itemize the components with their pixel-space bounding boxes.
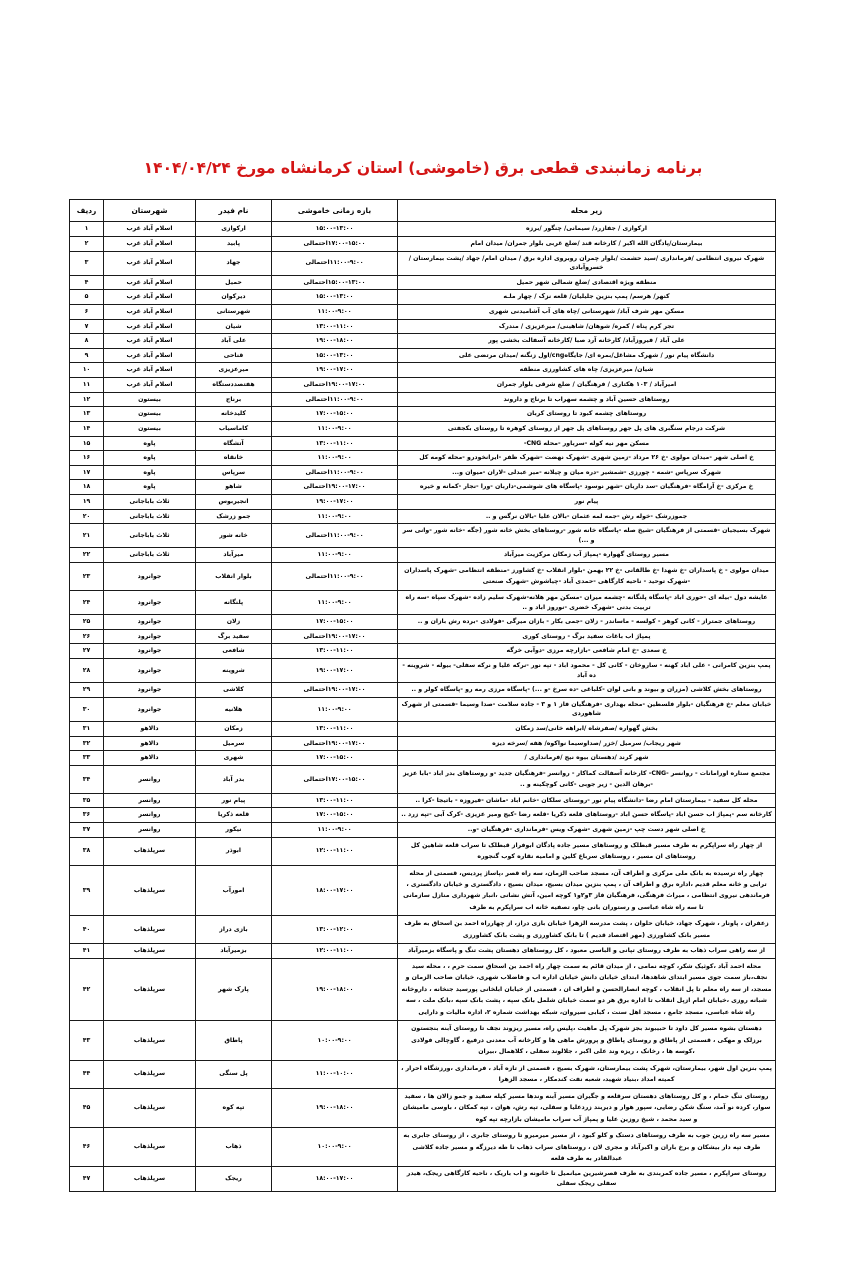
cell-outage-time: ۱۹:۰۰-۱۷:۰۰ (272, 494, 398, 509)
cell-zir-mahale: تجر کرم پناه / کمره/ شوهان/ شاهینی/ میرعزیزی / مندرک (398, 319, 776, 334)
cell-feeder-name: بدر آباد (196, 765, 272, 793)
table-header-row (70, 199, 776, 221)
table-row (70, 251, 776, 275)
cell-feeder-name: جمو زرشک (196, 509, 272, 524)
table-row (70, 480, 776, 495)
cell-feeder-name: زلان (196, 615, 272, 630)
cell-feeder-name: انجیربوس (196, 494, 272, 509)
cell-feeder-name: خانقاه (196, 451, 272, 466)
cell-shahrestan: جوانرود (104, 644, 196, 659)
cell-radif: ۲۰ (70, 509, 104, 524)
cell-radif: ۴۱ (70, 944, 104, 959)
cell-zir-mahale: شهرک نیروی انتظامی /فرمانداری /سید حشمت /بلوار چمران روبروی اداره برق / میدان امام/ جهاد /پشت بیمارستان / خسروآبادی (398, 251, 776, 275)
cell-shahrestan: اسلام آباد غرب (104, 334, 196, 349)
cell-radif: ۷ (70, 319, 104, 334)
cell-shahrestan: اسلام آباد غرب (104, 319, 196, 334)
cell-feeder-name: سرپاس (196, 465, 272, 480)
cell-radif: ۲۲ (70, 548, 104, 563)
cell-feeder-name: تپه کوه (196, 1088, 272, 1127)
cell-zir-mahale: شهر ریجاب/ سرمیل /خزر /صداوسیما نواکوه/ هفه /سرخه دیزه (398, 736, 776, 751)
cell-zir-mahale: مجتمع ستاره اورامانات - روانسر -CNG- کارخانه آسفالت کماکار - روانسر -فرهنگیان جدید -و روستاهای بدر اباد -بابا عزیز -برهان الدین - زیر جوبی -کانی کوچکینه و .. (398, 765, 776, 793)
cell-radif: ۳۲ (70, 736, 104, 751)
cell-radif: ۶ (70, 305, 104, 320)
cell-zir-mahale: جموزرشک -خوله رش -جمه لمه عثمان -بالان علیا -بالان نرگس و .. (398, 509, 776, 524)
cell-radif: ۴۷ (70, 1167, 104, 1191)
cell-radif: ۴ (70, 275, 104, 290)
cell-outage-time: ۱۳:۰۰-۱۱:۰۰ (272, 722, 398, 737)
cell-radif: ۲ (70, 236, 104, 251)
cell-zir-mahale: روستاهای حسین آباد و چشمه سهراب تا برناج و داروند (398, 392, 776, 407)
table-row (70, 658, 776, 682)
table-row (70, 421, 776, 436)
cell-shahrestan: سرپلذهاب (104, 944, 196, 959)
cell-shahrestan: اسلام آباد غرب (104, 236, 196, 251)
cell-radif: ۱۶ (70, 451, 104, 466)
cell-radif: ۳۶ (70, 808, 104, 823)
cell-feeder-name: شهرستانی (196, 305, 272, 320)
cell-feeder-name: برناج (196, 392, 272, 407)
table-row (70, 1021, 776, 1060)
cell-radif: ۲۸ (70, 658, 104, 682)
cell-feeder-name: کلیدخانه (196, 407, 272, 422)
table-row (70, 436, 776, 451)
cell-outage-time: ۱۹:۰۰-۱۷:۰۰احتمالی (272, 480, 398, 495)
cell-radif: ۱۸ (70, 480, 104, 495)
cell-outage-time: ۱۰:۰۰-۹:۰۰ (272, 1021, 398, 1060)
cell-zir-mahale: خ سعدی -خ امام شافعی -بازارچه مرزی -دوآبی خرگه (398, 644, 776, 659)
table-row (70, 1167, 776, 1191)
cell-radif: ۱۳ (70, 407, 104, 422)
cell-outage-time: ۱۷:۰۰-۱۵:۰۰احتمالی (272, 236, 398, 251)
cell-shahrestan: سرپلذهاب (104, 958, 196, 1020)
cell-zir-mahale: علی آباد / فیروزآباد/ کارخانه آرد صبا /کارخانه آسفالت بخشی پور (398, 334, 776, 349)
cell-outage-time: ۱۹:۰۰-۱۷:۰۰احتمالی (272, 683, 398, 698)
cell-feeder-name: شاهو (196, 480, 272, 495)
cell-feeder-name: ریجک (196, 1167, 272, 1191)
document-title-area (0, 0, 846, 199)
cell-radif: ۳۹ (70, 865, 104, 916)
cell-zir-mahale: روستاهای جمتراز - کانی کوهر - کولسه - ماساندر - زلان -جمی بکار - بازان میرگی -فولادی -بردە رش بازان و .. (398, 615, 776, 630)
cell-zir-mahale: پمپ بنزین اول شهر، بیمارستان، شهرک پشت بیمارستان، شهرک بسیج ، قسمتی از تازه آباد ، فرمانداری ،ورزشگاه احرار ، کمیته امداد ،بنیاد شهید، شعبه نفت کندمکار ، مسجد الزهرا (398, 1060, 776, 1088)
cell-feeder-name: نیکور (196, 823, 272, 838)
cell-shahrestan: اسلام آباد غرب (104, 275, 196, 290)
cell-feeder-name: پیام نور (196, 793, 272, 808)
cell-radif: ۳۰ (70, 697, 104, 721)
cell-outage-time: ۱۹:۰۰-۱۸:۰۰ (272, 1088, 398, 1127)
cell-zir-mahale: خیابان معلم -خ فرهنگیان -بلوار فلسطین -محله بهداری -فرهنگیان فاز ۱ و ۳ - جاده سلامت -صدا وسیما -قسمتی از شهرک شاهوردی (398, 697, 776, 721)
cell-shahrestan: جوانرود (104, 629, 196, 644)
cell-outage-time: ۱۱:۰۰-۱۰:۰۰ (272, 1060, 398, 1088)
cell-zir-mahale: خ مرکزی -خ آرامگاه -فرهنگیان -سد داربان -شهر نوسود -پاسگاه های شوشمی-داربان -ورا -نجار -کمانه و خیره (398, 480, 776, 495)
cell-outage-time: ۱۳:۰۰-۱۱:۰۰ (272, 793, 398, 808)
cell-zir-mahale: کارخانه سم -پمپاژ اب حسن اباد -پاسگاه حسن اباد -روستاهای قلعه ذکریا -قلعه رضا -کیج ومیر عزیزی -کرک آبی -تپه زرد .. (398, 808, 776, 823)
cell-feeder-name: زمکان (196, 722, 272, 737)
cell-shahrestan: دالاهو (104, 722, 196, 737)
cell-shahrestan: دالاهو (104, 751, 196, 766)
table-row (70, 392, 776, 407)
table-row (70, 548, 776, 563)
table-row (70, 363, 776, 378)
cell-outage-time: ۱۱:۰۰-۹:۰۰ (272, 421, 398, 436)
cell-radif: ۴۴ (70, 1060, 104, 1088)
cell-outage-time: ۱۹:۰۰-۱۸:۰۰ (272, 334, 398, 349)
cell-feeder-name: سفید برگ (196, 629, 272, 644)
cell-outage-time: ۱۷:۰۰-۱۵:۰۰ (272, 615, 398, 630)
column-header-shahrestan: شهرستان (104, 199, 196, 221)
cell-outage-time: ۱۵:۰۰-۱۳:۰۰ (272, 348, 398, 363)
table-row (70, 290, 776, 305)
cell-feeder-name: بازی دراز (196, 916, 272, 944)
table-row (70, 236, 776, 251)
cell-outage-time: ۱۹:۰۰-۱۷:۰۰احتمالی (272, 629, 398, 644)
cell-feeder-name: هلانیه (196, 697, 272, 721)
table-row (70, 562, 776, 590)
cell-shahrestan: ثلاث باباجانی (104, 509, 196, 524)
cell-feeder-name: ارکوازی (196, 222, 272, 237)
cell-shahrestan: اسلام آباد غرب (104, 222, 196, 237)
table-row (70, 509, 776, 524)
cell-feeder-name: قناحی (196, 348, 272, 363)
cell-zir-mahale: مسیر سه راه زرین جوب به طرف روستاهای دستک و کلو کبود ، از مسیر میرمیرو تا روستای جابری ، از روستای جابری به طرف تپه دار بیشکان و برخ باران و اکبرآباد و مجری لان ، روستاهای سراب ذهاب تا طه دیرزگه و مسیر جاده کلاشی عبدالقادر به طرف قلعه (398, 1128, 776, 1167)
table-row (70, 837, 776, 865)
cell-shahrestan: سرپلذهاب (104, 1128, 196, 1167)
cell-outage-time: ۱۹:۰۰-۱۷:۰۰ (272, 363, 398, 378)
cell-radif: ۳۸ (70, 837, 104, 865)
cell-outage-time: ۱۹:۰۰-۱۷:۰۰احتمالی (272, 378, 398, 393)
table-row (70, 407, 776, 422)
cell-feeder-name: بزمیرآباد (196, 944, 272, 959)
cell-outage-time: ۱۱:۰۰-۹:۰۰احتمالی (272, 524, 398, 548)
cell-radif: ۳۱ (70, 722, 104, 737)
cell-zir-mahale: شهر کرند /دهستان بیوه نیج /فرمانداری / (398, 751, 776, 766)
table-row (70, 765, 776, 793)
cell-shahrestan: سرپلذهاب (104, 865, 196, 916)
cell-feeder-name: کاماسیاب (196, 421, 272, 436)
cell-outage-time: ۱۱:۰۰-۹:۰۰احتمالی (272, 562, 398, 590)
cell-shahrestan: پاوه (104, 436, 196, 451)
cell-feeder-name: حمیل (196, 275, 272, 290)
cell-shahrestan: اسلام آباد غرب (104, 378, 196, 393)
cell-outage-time: ۱۱:۰۰-۹:۰۰ (272, 451, 398, 466)
table-row (70, 222, 776, 237)
cell-zir-mahale: روستای سراپکرم ، مسیر جاده کمربندی به طرف قصرشیرین میانمیل تا خانونه و اب باریک ، ناحیه کارگاهی ریجک، هیدر سفلی ریجک سفلی (398, 1167, 776, 1191)
cell-radif: ۵ (70, 290, 104, 305)
cell-shahrestan: جوانرود (104, 683, 196, 698)
cell-feeder-name: شافعی (196, 644, 272, 659)
cell-zir-mahale: دهستان بشوه مسیر کل داود تا حبیبوند بجز شهرک پل ماهیت ،پلیس راه، مسیر ریزوند نجف تا روستای آبنه بنجستون برزلک و مهکی ، قسمتی از پاطاق و روستای پاطاق و پرورش ماهی ها و کارخانه آب معدنی درفیع ، گاوچالی فولادی ،کوسه ها ، رخانک ، ریزه وند علی اکبر ، جلالوند سفلی ، کلاهمال ،بیران (398, 1021, 776, 1060)
cell-zir-mahale: خ اصلی شهر -میدان مولوی -خ ۲۶ مرداد -زمین شهری -شهرک نهضت -شهرک ظفر -ایرانخودرو -محله کومه کل (398, 451, 776, 466)
cell-shahrestan: ثلاث باباجانی (104, 494, 196, 509)
cell-feeder-name: بلوار انقلاب (196, 562, 272, 590)
cell-zir-mahale: روستاهای بخش کلاشی (مزران و بیوند و بانی لوان -کلباغی -ده سرخ -و ...) -پاسگاه مرزی رمه رو -پاسگاه کولر و .. (398, 683, 776, 698)
cell-radif: ۱۹ (70, 494, 104, 509)
cell-feeder-name: پل سنگی (196, 1060, 272, 1088)
cell-radif: ۹ (70, 348, 104, 363)
cell-radif: ۱۲ (70, 392, 104, 407)
cell-radif: ۴۵ (70, 1088, 104, 1127)
cell-outage-time: ۱۷:۰۰-۱۵:۰۰ (272, 808, 398, 823)
table-row (70, 916, 776, 944)
table-row (70, 683, 776, 698)
cell-feeder-name: هفتصددستگاه (196, 378, 272, 393)
cell-radif: ۲۹ (70, 683, 104, 698)
cell-outage-time: ۱۳:۰۰-۱۱:۰۰ (272, 319, 398, 334)
table-row (70, 944, 776, 959)
cell-radif: ۲۵ (70, 615, 104, 630)
cell-outage-time: ۱۷:۰۰-۱۵:۰۰ (272, 407, 398, 422)
cell-radif: ۳۷ (70, 823, 104, 838)
cell-feeder-name: جهاد (196, 251, 272, 275)
cell-outage-time: ۱۲:۰۰-۱۱:۰۰ (272, 837, 398, 865)
table-row (70, 1128, 776, 1167)
cell-shahrestan: ثلاث باباجانی (104, 548, 196, 563)
cell-shahrestan: جوانرود (104, 697, 196, 721)
cell-zir-mahale: خ اصلی شهر دست چپ -زمین شهری -شهرک ویس -فرمانداری -فرهنگیان -و.. (398, 823, 776, 838)
cell-shahrestan: بیستون (104, 407, 196, 422)
cell-feeder-name: شیان (196, 319, 272, 334)
cell-outage-time: ۱۱:۰۰-۹:۰۰ (272, 509, 398, 524)
cell-zir-mahale: امیرآباد / ۱۰۳ هکتاری / فرهنگیان / ضلع شرقی بلوار جمران (398, 378, 776, 393)
table-body (70, 222, 776, 1191)
cell-radif: ۴۰ (70, 916, 104, 944)
cell-zir-mahale: بخش گهواره /صفرشاه /ابراهه خانی/سد زمکان (398, 722, 776, 737)
column-header-feeder: نام فیدر (196, 199, 272, 221)
cell-radif: ۳۳ (70, 751, 104, 766)
cell-zir-mahale: پیام نور (398, 494, 776, 509)
cell-outage-time: ۱۷:۰۰-۱۵:۰۰احتمالی (272, 765, 398, 793)
table-row (70, 305, 776, 320)
cell-outage-time: ۱۵:۰۰-۱۳:۰۰ (272, 222, 398, 237)
cell-outage-time: ۱۷:۰۰-۱۵:۰۰ (272, 751, 398, 766)
cell-radif: ۱۵ (70, 436, 104, 451)
table-row (70, 378, 776, 393)
cell-feeder-name: خانه شور (196, 524, 272, 548)
table-row (70, 348, 776, 363)
cell-outage-time: ۱۹:۰۰-۱۷:۰۰ (272, 658, 398, 682)
cell-radif: ۱۷ (70, 465, 104, 480)
cell-zir-mahale: مسکن مهر نیه کوله -سرباور -محله CNG- (398, 436, 776, 451)
table-row (70, 590, 776, 614)
cell-feeder-name: کلاشی (196, 683, 272, 698)
cell-zir-mahale: محله احمد آباد ،کوثیک شکر، کوچه نمامی ، از میدان قائم به سمت چهار راه احمد بن اسحاق سمت حرم ، ، محله سید نجف،باز سمت جوی مسیر ابتدای شاهدها، ابتدای خیابان دانش خیابان اداره اب و فاضلاب شهری، خیابان صاحب الزمان و مسجد، از سه راه معلم تا پل انقلاب ، کوچه انصارالحسن و اطراف ان ، قسمتی از خیابان ابلخانی پورسید جنخانه ، داروخانه شبانه روزی ،خیابان امام ازپل انقلاب تا اداره برق هر دو سمت خیابان شلمل بانک سپه ، پشت بانک سپه ،بانک ملت ، سه راه شاه عباسی، مسجد جامع ، مسجد اهل سنت ، کبابی سیروان، شبکه بهداشت شماره ۲، اداره مالیات و دارایی (398, 958, 776, 1020)
table-row (70, 494, 776, 509)
cell-zir-mahale: میدان مولوی - خ پاسداران -خ شهدا -خ طالقانی -خ ۲۲ بهمن -بلوار انقلاب -خ کشاورز -منطقه انتظامی -شهرک پاسداران -شهرک توحید - ناحیه کارگاهی -حمدی آباد -چیاشوش -شهرک صنعتی (398, 562, 776, 590)
outage-schedule-table (69, 199, 776, 1192)
table-row (70, 275, 776, 290)
cell-shahrestan: روانسر (104, 765, 196, 793)
table-row (70, 808, 776, 823)
cell-shahrestan: اسلام آباد غرب (104, 305, 196, 320)
table-row (70, 629, 776, 644)
cell-shahrestan: سرپلذهاب (104, 916, 196, 944)
cell-shahrestan: پاوه (104, 451, 196, 466)
cell-feeder-name: شهری (196, 751, 272, 766)
cell-radif: ۲۳ (70, 562, 104, 590)
table-row (70, 615, 776, 630)
cell-radif: ۲۶ (70, 629, 104, 644)
table-row (70, 793, 776, 808)
table-row (70, 958, 776, 1020)
cell-radif: ۲۱ (70, 524, 104, 548)
cell-shahrestan: بیستون (104, 421, 196, 436)
cell-feeder-name: پابید (196, 236, 272, 251)
cell-outage-time: ۱۸:۰۰-۱۷:۰۰ (272, 1167, 398, 1191)
cell-feeder-name: آتشگاه (196, 436, 272, 451)
schedule-table-container (70, 199, 776, 1192)
table-row (70, 644, 776, 659)
column-header-radif: ردیف (70, 199, 104, 221)
cell-shahrestan: سرپلذهاب (104, 837, 196, 865)
cell-outage-time: ۱۱:۰۰-۹:۰۰ (272, 305, 398, 320)
column-header-zir-mahale: زیر محله (398, 199, 776, 221)
cell-zir-mahale: شهرک سرپاس -شمه - چورزی -شمشیر -دره میان و چیلانه -میر عبدلی -لاران -میوان و... (398, 465, 776, 480)
cell-zir-mahale: عایشه دول -بیله ای -حوری اباد -پاسگاه پلنگانه -چشمه میران -مسکن مهر هلانه-شهرک سلیم زاده -شهرک سپاه -سه راه تربیت بدنی -شهرک خضری -نوروز اباد و .. (398, 590, 776, 614)
table-row (70, 751, 776, 766)
cell-outage-time: ۱۳:۰۰-۱۲:۰۰ (272, 916, 398, 944)
table-row (70, 319, 776, 334)
cell-shahrestan: بیستون (104, 392, 196, 407)
cell-zir-mahale: دانشگاه پیام نور / شهرک مشاغل/بمره ای/ جایگاهcng/اول زنگنه /میدان مرتضی علی (398, 348, 776, 363)
cell-feeder-name: علی آباد (196, 334, 272, 349)
cell-outage-time: ۱۱:۰۰-۹:۰۰احتمالی (272, 392, 398, 407)
cell-shahrestan: سرپلذهاب (104, 1060, 196, 1088)
table-row (70, 823, 776, 838)
cell-zir-mahale: شیان/ میرعزیزی/ چاه های کشاورزی منطقه (398, 363, 776, 378)
table-row (70, 722, 776, 737)
cell-zir-mahale: منطقه ویژه اقتصادی /ضلع شمالی شهر حمیل (398, 275, 776, 290)
cell-outage-time: ۱۱:۰۰-۹:۰۰ (272, 823, 398, 838)
cell-shahrestan: روانسر (104, 808, 196, 823)
cell-shahrestan: جوانرود (104, 658, 196, 682)
cell-outage-time: ۱۱:۰۰-۹:۰۰احتمالی (272, 465, 398, 480)
cell-zir-mahale: چهار راه ترسیده به بانک ملی مرکزی و اطراف آن، مسجد صاحب الزمان، سه راه قصر ،پاساژ پردیس، قسمتی از محله ترابی و خانه معلم قدیم ،اداره برق و اطراف آن ، پمپ بنزین میدان بسیج، میدان بسیج ، دادگستری و خیابان دادگستری ، فرماندهی نیروی انتظامی ، میراث فرهنگی، فرهنگیان فاز ۳و۲و۱ کوچه امین، آتش نشانی ،انبار شهرداری منازل سازمانی تا سه راه شاه عباسی و رستوران بانی چاو، تصفیه خانه اب سراپکرم به طرف (398, 865, 776, 916)
cell-feeder-name: شروینه (196, 658, 272, 682)
cell-feeder-name: سرمیل (196, 736, 272, 751)
cell-shahrestan: اسلام آباد غرب (104, 348, 196, 363)
cell-feeder-name: میرآباد (196, 548, 272, 563)
cell-radif: ۳ (70, 251, 104, 275)
cell-radif: ۴۶ (70, 1128, 104, 1167)
table-row (70, 1088, 776, 1127)
cell-zir-mahale: از چهار راه سراپکرم به طرف مسیر قبطلک و روستاهای مسیر جاده پادگان ابوفراز قبطلک تا سراب قلعه شاهین کل روستاهای ان مسیر ، روستاهای سرباغ کلین و امامیه نقاره کوب گنجوره (398, 837, 776, 865)
cell-radif: ۴۲ (70, 958, 104, 1020)
table-row (70, 1060, 776, 1088)
cell-shahrestan: جوانرود (104, 562, 196, 590)
cell-radif: ۲۴ (70, 590, 104, 614)
cell-feeder-name: دیرکوان (196, 290, 272, 305)
cell-zir-mahale: شهرک بسیجیان -قسمتی از فرهنگیان -شیخ صله -پاسگاه خانه شور -روستاهای بخش خانه شور (جگه -خانه شور -وانی سر و ...) (398, 524, 776, 548)
table-row (70, 451, 776, 466)
cell-outage-time: ۱۸:۰۰-۱۷:۰۰ (272, 865, 398, 916)
table-row (70, 736, 776, 751)
cell-outage-time: ۱۱:۰۰-۹:۰۰ (272, 548, 398, 563)
cell-zir-mahale: پمپاژ اب باغات سفید برگ - روستای کوری (398, 629, 776, 644)
cell-outage-time: ۱۳:۰۰-۱۱:۰۰ (272, 644, 398, 659)
table-row (70, 697, 776, 721)
cell-shahrestan: دالاهو (104, 736, 196, 751)
cell-radif: ۱۱ (70, 378, 104, 393)
cell-zir-mahale: مسیر روستای گهواره -پمپاژ آب زمکان مرکزیت میرآباد (398, 548, 776, 563)
cell-radif: ۱۴ (70, 421, 104, 436)
cell-outage-time: ۱۱:۰۰-۹:۰۰ (272, 697, 398, 721)
cell-zir-mahale: روستاهای چشمه کبود تا روستای کربان (398, 407, 776, 422)
table-header (70, 199, 776, 221)
cell-outage-time: ۱۱:۰۰-۹:۰۰ (272, 590, 398, 614)
cell-feeder-name: پارک شهر (196, 958, 272, 1020)
cell-zir-mahale: مسکن مهر شرف آباد/ شهرستانی /چاه های آب آشامیدنی شهری (398, 305, 776, 320)
cell-zir-mahale: شرکت درجام سنگبری های پل جهر روستاهای پل جهر از روستای کوهره تا روستای بکجفتی (398, 421, 776, 436)
cell-shahrestan: ثلاث باباجانی (104, 524, 196, 548)
cell-zir-mahale: روستای تنگ حمام ، و کل روستاهای دهستان سرقلعه و جگیران مسیر آبنه وندها مسیر کپله سفید و جمو زالان ها ، سفید سوار، کرده نو آمد، سنگ شکن رضایی، سپور هوار و دیربند زردعلیا و سفلی، تپه رش، هوان ، تپه کمکان ، باوسی مامیشان و سید محمد ، شیخ روزین علیا و پمپاژ آب سراب مامیشان بازارچه تپه کوه (398, 1088, 776, 1127)
cell-zir-mahale: از سه راهی سراب ذهاب به طرف روستای تپانی و الباسی معبود ، کل روستاهای دهستان پشت تنگ و پاسگاه بزمیرآباد (398, 944, 776, 959)
cell-shahrestan: جوانرود (104, 590, 196, 614)
cell-feeder-name: پاطاق (196, 1021, 272, 1060)
cell-radif: ۸ (70, 334, 104, 349)
cell-shahrestan: روانسر (104, 823, 196, 838)
cell-zir-mahale: پمپ بنزین کامرانی - علی اباد کهنه - ساروخان - کانی کل - محمود اباد - تپه نور -نرکه علیا و نرکه سفلی- بیوله - شروینه - ده آباد (398, 658, 776, 682)
cell-feeder-name: قلعه ذکریا (196, 808, 272, 823)
cell-radif: ۳۵ (70, 793, 104, 808)
cell-outage-time: ۱۲:۰۰-۱۱:۰۰ (272, 944, 398, 959)
cell-shahrestan: جوانرود (104, 615, 196, 630)
cell-outage-time: ۱۱:۰۰-۹:۰۰احتمالی (272, 251, 398, 275)
cell-shahrestan: سرپلذهاب (104, 1088, 196, 1127)
cell-outage-time: ۱۳:۰۰-۱۱:۰۰ (272, 436, 398, 451)
cell-feeder-name: پلنگانه (196, 590, 272, 614)
cell-outage-time: ۱۰:۰۰-۹:۰۰ (272, 1128, 398, 1167)
column-header-time: بازه زمانی خاموشی (272, 199, 398, 221)
cell-shahrestan: اسلام آباد غرب (104, 363, 196, 378)
cell-shahrestan: سرپلذهاب (104, 1021, 196, 1060)
cell-radif: ۳۴ (70, 765, 104, 793)
cell-feeder-name: میرعزیزی (196, 363, 272, 378)
cell-outage-time: ۱۹:۰۰-۱۸:۰۰ (272, 958, 398, 1020)
cell-zir-mahale: زعفران ، پاونار ، شهرک جهاد، خیابان حلوان ، پشت مدرسه الزهرا خیابان بازی دراز، از چهارراه احمد بن اسحاق به طرف مسیر بانک کشاورزی (مهر اقتصاد قدیم ) تا بانک کشاورزی و پشت بانک کشاورزی (398, 916, 776, 944)
table-row (70, 865, 776, 916)
table-row (70, 465, 776, 480)
cell-shahrestan: اسلام آباد غرب (104, 290, 196, 305)
table-row (70, 334, 776, 349)
cell-radif: ۴۳ (70, 1021, 104, 1060)
cell-radif: ۱۰ (70, 363, 104, 378)
cell-feeder-name: ابوذر (196, 837, 272, 865)
cell-radif: ۱ (70, 222, 104, 237)
cell-shahrestan: پاوه (104, 480, 196, 495)
cell-zir-mahale: کنهر/ هرسم/ پمپ بنزین جلیلیان/ قلعه نزک / چهار ملـه (398, 290, 776, 305)
cell-zir-mahale: ارکوازی / جفازرد/ سیمانی/ چنگور /برزه (398, 222, 776, 237)
cell-radif: ۲۷ (70, 644, 104, 659)
cell-outage-time: ۱۵:۰۰-۱۳:۰۰ (272, 290, 398, 305)
cell-outage-time: ۱۵:۰۰-۱۳:۰۰احتمالی (272, 275, 398, 290)
cell-shahrestan: اسلام آباد غرب (104, 251, 196, 275)
cell-feeder-name: امورآب (196, 865, 272, 916)
cell-zir-mahale: بیمارستان/پادگان الله اکبر / کارخانه قند /ضلع غربی بلوار جمران/ میدان امام (398, 236, 776, 251)
cell-zir-mahale: محله کل سفید - بیمارستان امام رضا -دانشگاه پیام نور -روستای سلکان -خانم اباد -ماشان -فیروزه - باتیجا -کرا .. (398, 793, 776, 808)
cell-shahrestan: سرپلذهاب (104, 1167, 196, 1191)
page-title: برنامه زمانبندی قطعی برق (خاموشی) استان کرمانشاه مورخ ۱۴۰۴/۰۴/۲۴ (143, 159, 703, 178)
table-row (70, 524, 776, 548)
cell-feeder-name: ذهاب (196, 1128, 272, 1167)
cell-shahrestan: پاوه (104, 465, 196, 480)
cell-shahrestan: روانسر (104, 793, 196, 808)
cell-outage-time: ۱۹:۰۰-۱۷:۰۰احتمالی (272, 736, 398, 751)
